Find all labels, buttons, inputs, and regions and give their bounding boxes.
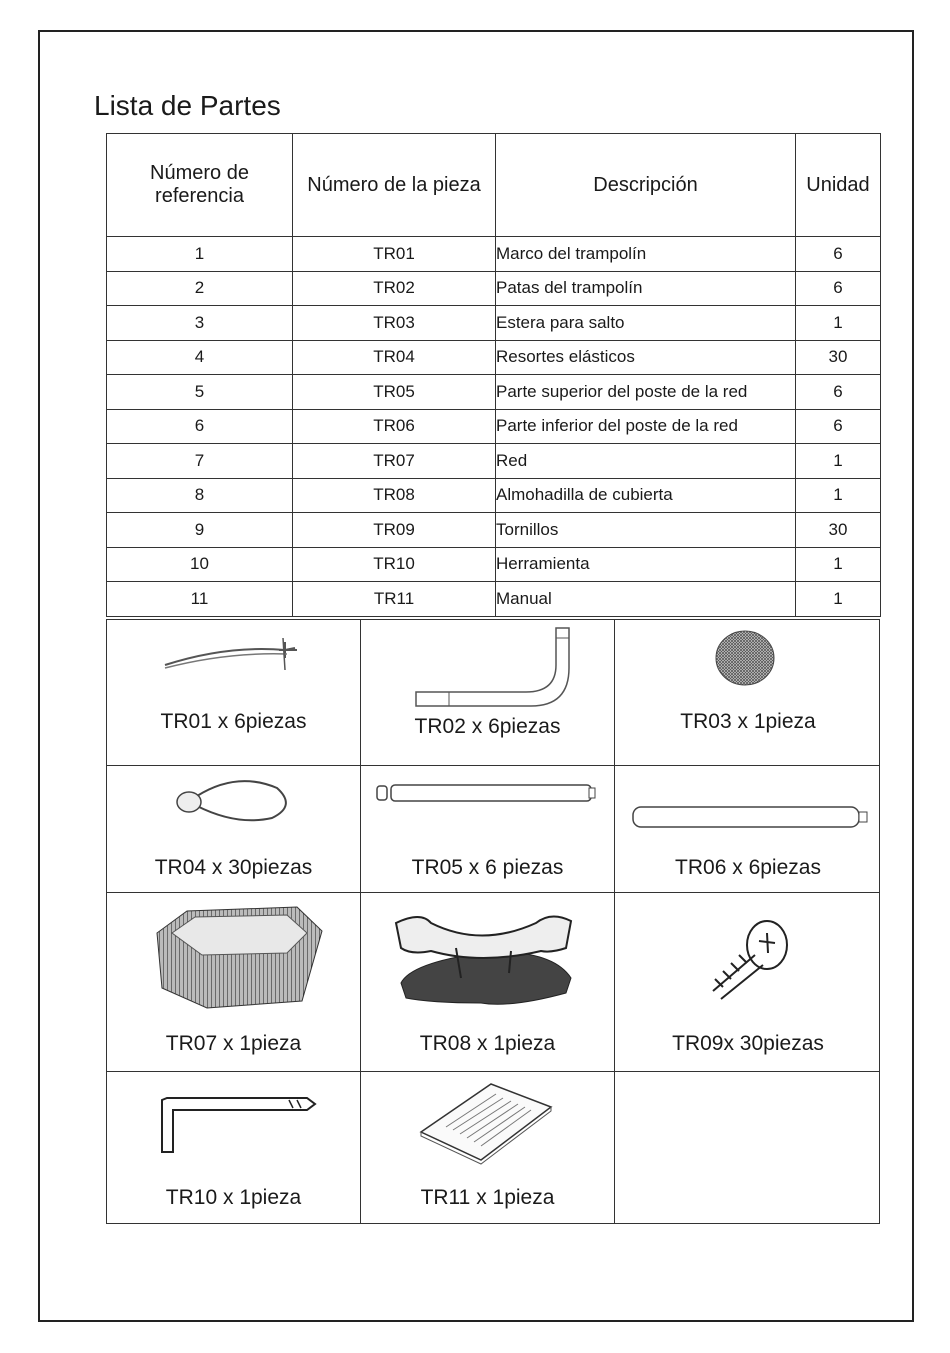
gallery-caption: TR09x 30piezas (672, 1032, 824, 1055)
cell-unit: 30 (796, 513, 881, 548)
table-row (107, 306, 881, 341)
gallery-caption: TR06 x 6piezas (675, 856, 821, 879)
cell-part-number: TR11 (293, 582, 496, 617)
cell-unit: 30 (796, 340, 881, 375)
cell-unit: 1 (796, 582, 881, 617)
cell-description: Tornillos (496, 513, 796, 548)
parts-gallery (106, 619, 880, 1224)
cell-unit: 6 (796, 409, 881, 444)
header-ref-number: Número de referencia (107, 134, 293, 237)
gallery-cell-tr01 (107, 620, 360, 765)
cell-ref-number: 9 (107, 513, 293, 548)
cell-ref-number: 10 (107, 547, 293, 582)
cell-part-number: TR01 (293, 237, 496, 272)
cell-description: Marco del trampolín (496, 237, 796, 272)
gallery-caption: TR04 x 30piezas (154, 856, 313, 879)
cell-description: Parte inferior del poste de la red (496, 409, 796, 444)
gallery-cell-tr09 (615, 893, 881, 1071)
gallery-cell-tr08 (361, 893, 614, 1071)
table-row (107, 271, 881, 306)
table-row (107, 582, 881, 617)
jumping-mat-icon (615, 620, 881, 765)
header-part-number: Número de la pieza (293, 134, 496, 237)
cell-part-number: TR10 (293, 547, 496, 582)
page-title: Lista de Partes (94, 90, 281, 121)
table-row (107, 478, 881, 513)
gallery-cell-tr03 (615, 620, 881, 765)
cell-description: Resortes elásticos (496, 340, 796, 375)
cell-ref-number: 4 (107, 340, 293, 375)
cell-unit: 6 (796, 375, 881, 410)
cell-description: Red (496, 444, 796, 479)
table-row (107, 513, 881, 548)
cell-ref-number: 1 (107, 237, 293, 272)
cell-unit: 6 (796, 271, 881, 306)
header-description: Descripción (496, 134, 796, 237)
cell-ref-number: 2 (107, 271, 293, 306)
cell-ref-number: 6 (107, 409, 293, 444)
header-unit: Unidad (796, 134, 881, 237)
cell-part-number: TR03 (293, 306, 496, 341)
trampoline-frame-icon (107, 620, 360, 765)
cell-ref-number: 7 (107, 444, 293, 479)
cell-description: Manual (496, 582, 796, 617)
cell-ref-number: 5 (107, 375, 293, 410)
cell-unit: 1 (796, 478, 881, 513)
gallery-caption: TR05 x 6 piezas (411, 856, 564, 879)
cell-description: Patas del trampolín (496, 271, 796, 306)
cell-description: Almohadilla de cubierta (496, 478, 796, 513)
gallery-cell-tr04 (107, 766, 360, 892)
table-header-row (107, 134, 881, 237)
cell-unit: 1 (796, 444, 881, 479)
gallery-caption: TR10 x 1pieza (165, 1186, 302, 1209)
cell-part-number: TR06 (293, 409, 496, 444)
table-row (107, 375, 881, 410)
table-row (107, 340, 881, 375)
table-row (107, 444, 881, 479)
cell-description: Parte superior del poste de la red (496, 375, 796, 410)
cell-part-number: TR09 (293, 513, 496, 548)
cell-ref-number: 8 (107, 478, 293, 513)
cell-part-number: TR07 (293, 444, 496, 479)
cell-unit: 1 (796, 306, 881, 341)
cell-part-number: TR04 (293, 340, 496, 375)
gallery-caption: TR03 x 1pieza (680, 710, 816, 733)
cell-ref-number: 11 (107, 582, 293, 617)
gallery-cell-tr07 (107, 893, 360, 1071)
gallery-caption: TR01 x 6piezas (160, 710, 307, 733)
gallery-caption: TR02 x 6piezas (414, 715, 561, 738)
gallery-cell-tr05 (361, 766, 614, 892)
gallery-caption: TR08 x 1pieza (419, 1032, 556, 1055)
table-row (107, 547, 881, 582)
table-row (107, 237, 881, 272)
gallery-cell-tr10 (107, 1072, 360, 1225)
gallery-cell-tr06 (615, 766, 881, 892)
table-row (107, 409, 881, 444)
trampoline-leg-icon (361, 620, 614, 765)
cell-unit: 1 (796, 547, 881, 582)
parts-table (106, 133, 881, 617)
gallery-caption: TR07 x 1pieza (165, 1032, 302, 1055)
gallery-cell-tr11 (361, 1072, 614, 1225)
gallery-caption: TR11 x 1pieza (420, 1186, 555, 1209)
cell-part-number: TR02 (293, 271, 496, 306)
cell-ref-number: 3 (107, 306, 293, 341)
cell-unit: 6 (796, 237, 881, 272)
cell-part-number: TR08 (293, 478, 496, 513)
gallery-cell-tr02 (361, 620, 614, 765)
cell-description: Herramienta (496, 547, 796, 582)
cell-description: Estera para salto (496, 306, 796, 341)
cell-part-number: TR05 (293, 375, 496, 410)
